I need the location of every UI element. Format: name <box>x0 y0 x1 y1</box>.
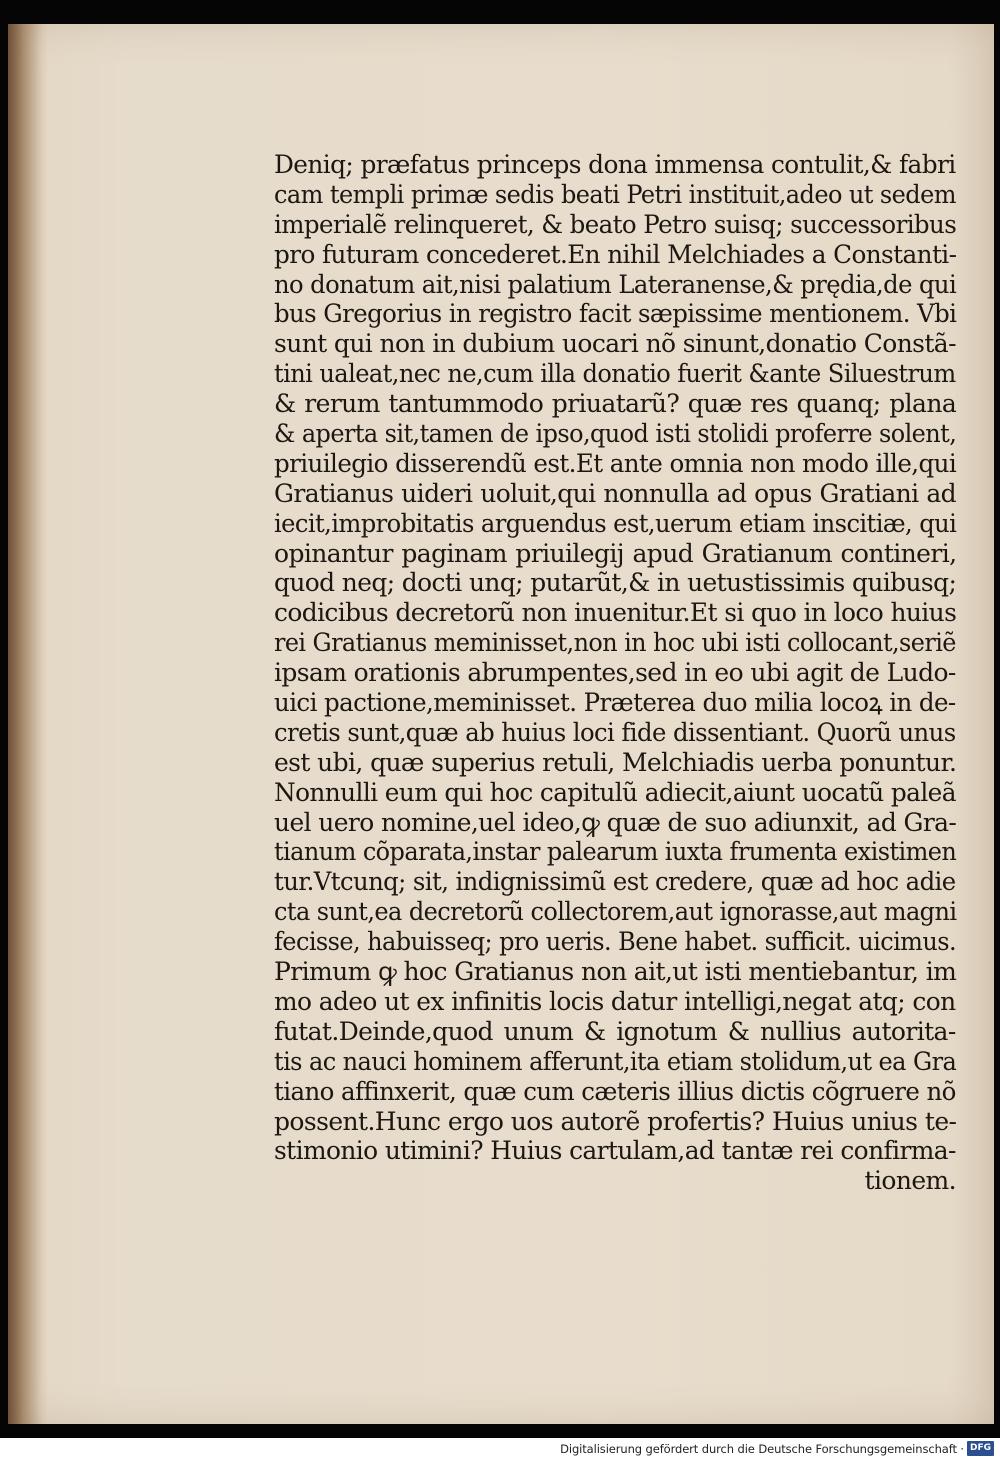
text-line: Nonnulli eum qui hoc capitulũ adiecit,aiunt uocatũ paleã <box>274 777 956 807</box>
text-line: tiano affinxerit, quæ cum cæteris illius dictis cõgruere nõ <box>274 1076 956 1106</box>
text-line: iecit,improbitatis arguendus est,uerum etiam inscitiæ, qui <box>274 508 957 538</box>
text-line: priuilegio disserendũ est.Et ante omnia non modo ille,qui <box>274 448 957 478</box>
text-line: rei Gratianus meminisset,non in hoc ubi isti collocant,seriẽ <box>274 628 956 658</box>
text-line: imperialẽ relinqueret, & beato Petro suisq; successoribus <box>274 209 957 239</box>
footer-credit-text: Digitalisierung gefördert durch die Deutsche Forschungsgemeinschaft · <box>560 1442 964 1456</box>
text-line: Deniq; præfatus princeps dona immensa contulit,& fabri <box>274 150 956 179</box>
text-line: quod neq; docti unq; putarũt,& in uetustissimis quibusq; <box>274 568 957 598</box>
text-line: sunt qui non in dubium uocari nõ sinunt,donatio Constã- <box>274 329 956 359</box>
text-line: cta sunt,ea decretorũ collectorem,aut ignorasse,aut magni <box>274 897 957 927</box>
text-line: tianum cõparata,instar palearum iuxta frumenta existimen <box>274 837 957 867</box>
text-line: fecisse, habuisseq; pro ueris. Bene habet. sufficit. uicimus. <box>274 927 957 957</box>
text-line: & aperta sit,tamen de ipso,quod isti stolidi proferre solent, <box>274 419 957 449</box>
text-line: tis ac nauci hominem afferunt,ita etiam stolidum,ut ea Gra <box>274 1046 957 1076</box>
text-line: tini ualeat,nec ne,cum illa donatio fuerit &ante Siluestrum <box>274 359 956 389</box>
text-line: no donatum ait,nisi palatium Lateranense,& prędia,de qui <box>274 269 957 299</box>
text-line: ipsam orationis abrumpentes,sed in eo ubi agit de Ludo- <box>274 658 956 688</box>
text-line: pro futuram concederet.En nihil Melchiades a Constanti- <box>274 239 957 269</box>
text-line: uel uero nomine,uel ideo,ꝙ quæ de suo adiunxit, ad Gra- <box>274 807 957 837</box>
text-line: cam templi primæ sedis beati Petri instituit,adeo ut sedem <box>274 179 956 209</box>
text-line: tur.Vtcunq; sit, indignissimũ est credere, quæ ad hoc adie <box>274 867 956 897</box>
text-line: cretis sunt,quæ ab huius loci fide dissentiant. Quorũ unus <box>274 717 956 747</box>
footer-bar <box>0 1438 1000 1461</box>
dfg-logo-icon: DFG <box>967 1441 994 1456</box>
text-line: codicibus decretorũ non inuenitur.Et si quo in loco huius <box>274 598 957 628</box>
text-line: tionem. <box>864 1166 956 1196</box>
text-line: possent.Hunc ergo uos autorẽ profertis? Huius unius te- <box>274 1106 957 1136</box>
text-line: mo adeo ut ex infinitis locis datur intelligi,negat atq; con <box>274 986 956 1016</box>
page-text-block <box>274 150 956 1196</box>
book-page <box>8 24 994 1424</box>
text-line: Primum ꝙ hoc Gratianus non ait,ut isti mentiebantur, im <box>274 957 957 987</box>
text-line: Gratianus uideri uoluit,qui nonnulla ad opus Gratiani ad <box>274 478 957 508</box>
text-line: & rerum tantummodo priuatarũ? quæ res quanq; plana <box>274 389 957 419</box>
text-line: bus Gregorius in registro facit sæpissime mentionem. Vbi <box>274 299 957 329</box>
text-line: uici pactione,meminisset. Præterea duo milia locoꝝ in de- <box>274 688 956 718</box>
text-line: opinantur paginam priuilegij apud Gratianum contineri, <box>274 538 957 568</box>
text-line: est ubi, quæ superius retuli, Melchiadis uerba ponuntur. <box>274 747 957 777</box>
text-line: stimonio utimini? Huius cartulam,ad tantæ rei confirma- <box>274 1136 956 1166</box>
text-line: futat.Deinde,quod unum & ignotum & nullius autorita- <box>274 1016 956 1046</box>
